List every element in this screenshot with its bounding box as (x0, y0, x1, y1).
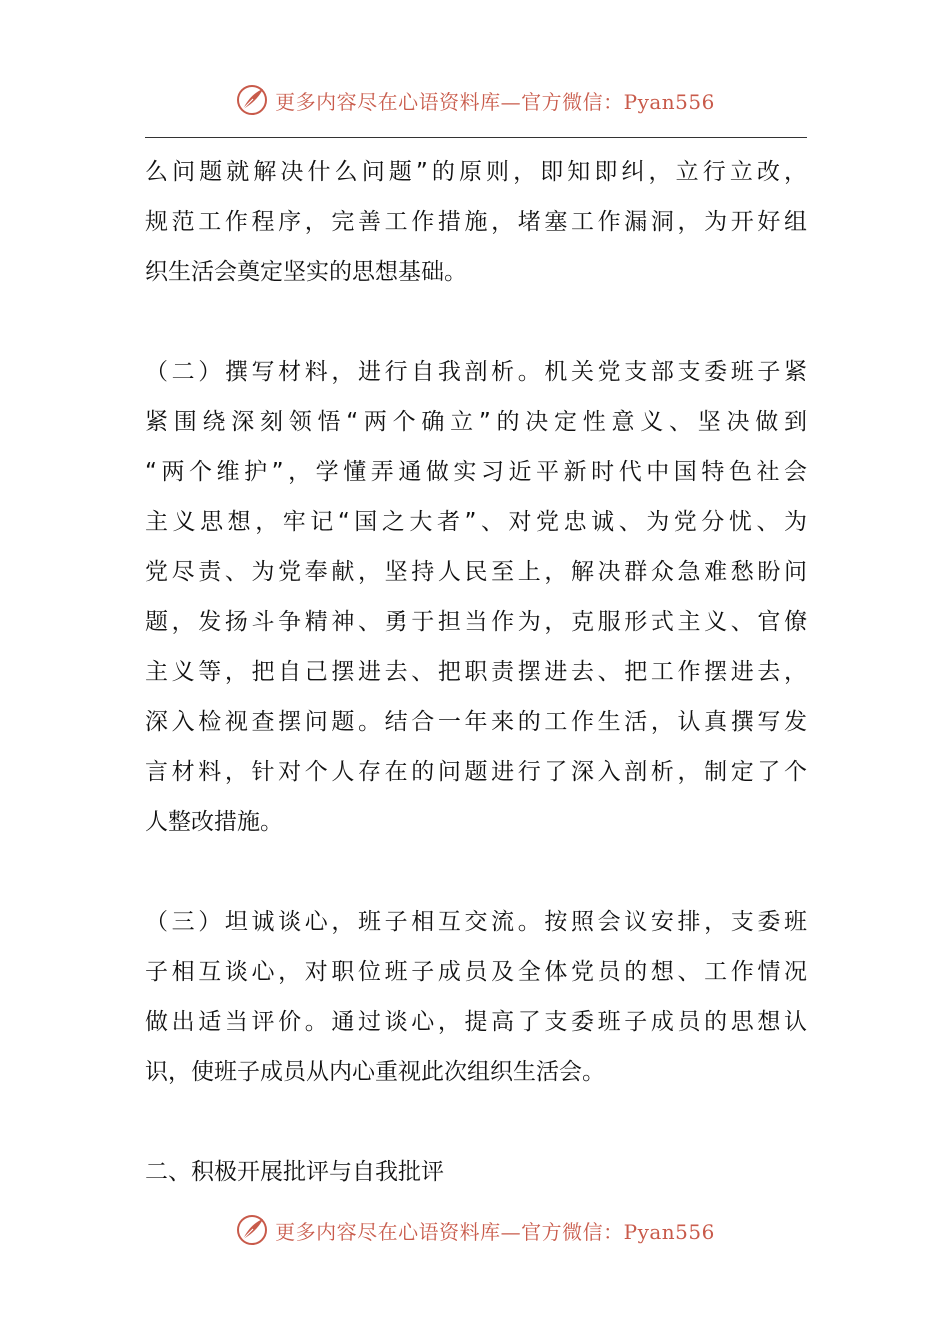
text-line: 主义等，把自己摆进去、把职责摆进去、把工作摆进去， (145, 659, 807, 685)
text-line: 言材料，针对个人存在的问题进行了深入剖析，制定了个 (145, 759, 807, 785)
paragraph-gap (145, 847, 807, 897)
text-line: 识，使班子成员从内心重视此次组织生活会。 (145, 1059, 605, 1085)
text-line: 深入检视查摆问题。结合一年来的工作生活，认真撰写发 (145, 709, 807, 735)
footer-banner-text: 更多内容尽在心语资料库—官方微信：Pyan556 (275, 1219, 715, 1244)
quill-pen-logo-icon (235, 83, 269, 117)
text-line: 紧围绕深刻领悟“两个确立”的决定性意义、坚决做到 (145, 409, 807, 435)
text-line: 规范工作程序，完善工作措施，堵塞工作漏洞，为开好组 (145, 209, 807, 235)
section-heading (145, 1147, 807, 1197)
text-line: 做出适当评价。通过谈心，提高了支委班子成员的思想认 (145, 1009, 807, 1035)
text-line: 人整改措施。 (145, 809, 283, 835)
text-line: 子相互谈心，对职位班子成员及全体党员的想、工作情况 (145, 959, 807, 985)
text-line: 织生活会奠定坚实的思想基础。 (145, 259, 467, 285)
text-line: “两个维护”，学懂弄通做实习近平新时代中国特色社会 (145, 459, 807, 485)
text-line: 主义思想，牢记“国之大者”、对党忠诚、为党分忧、为 (145, 509, 807, 535)
paragraph (145, 147, 807, 297)
text-line: 党尽责、为党奉献，坚持人民至上，解决群众急难愁盼问 (145, 559, 807, 585)
section-heading-text: 二、积极开展批评与自我批评 (145, 1159, 444, 1185)
header-banner-text: 更多内容尽在心语资料库—官方微信：Pyan556 (275, 89, 715, 114)
footer-banner (0, 1210, 950, 1250)
paragraph-gap (145, 1097, 807, 1147)
header-divider (145, 137, 807, 138)
header-banner (0, 80, 950, 120)
text-line: 题，发扬斗争精神、勇于担当作为，克服形式主义、官僚 (145, 609, 807, 635)
paragraph-gap (145, 297, 807, 347)
text-line: 么问题就解决什么问题”的原则，即知即纠，立行立改， (145, 159, 807, 185)
text-line: （二）撰写材料，进行自我剖析。机关党支部支委班子紧 (145, 359, 807, 385)
paragraph (145, 897, 807, 1097)
document-body (145, 147, 807, 1197)
quill-pen-logo-icon (235, 1213, 269, 1247)
text-line: （三）坦诚谈心，班子相互交流。按照会议安排，支委班 (145, 909, 807, 935)
paragraph (145, 347, 807, 847)
